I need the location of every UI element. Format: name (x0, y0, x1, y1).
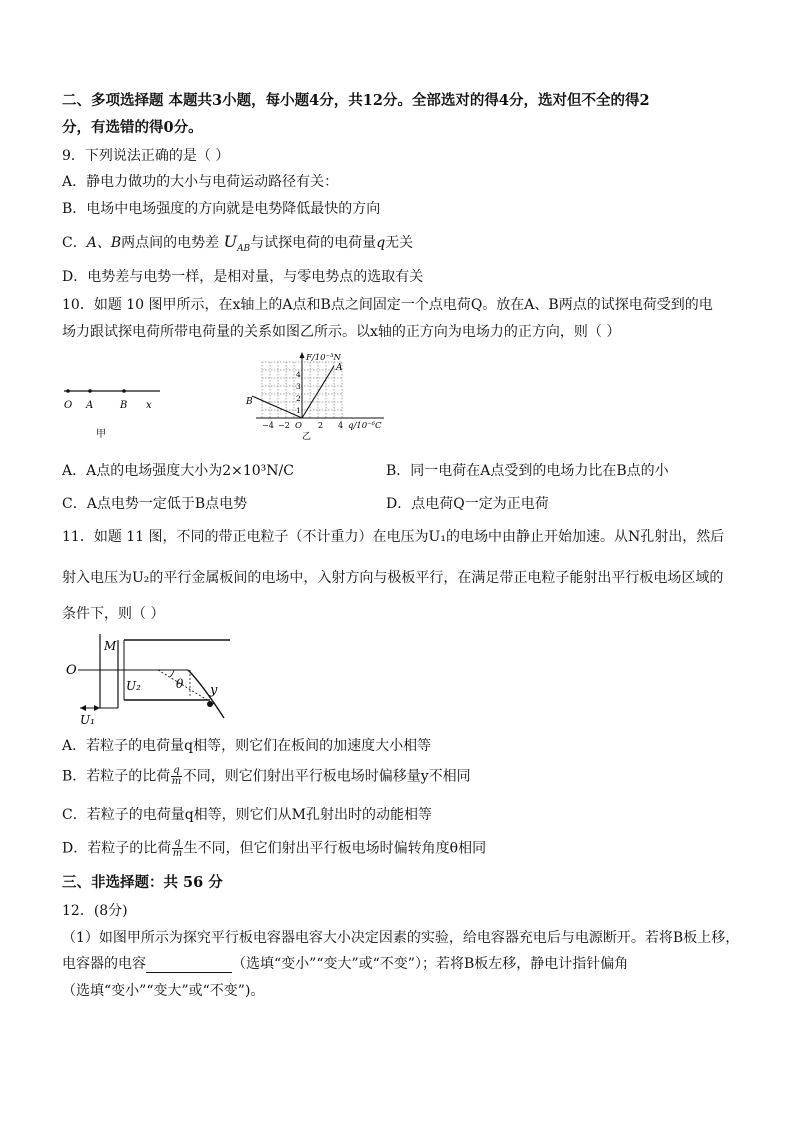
answer-blank[interactable] (146, 958, 232, 973)
q10-figure-yi (244, 350, 394, 442)
label-y: y (210, 683, 218, 698)
section2-heading-line2: 分，有选错的得0分。 (62, 119, 203, 136)
point-a (88, 389, 92, 393)
label-theta: θ (176, 677, 184, 691)
label-x: x (146, 400, 152, 411)
q9-option-d: D．电势差与电势一样，是相对量，与零电势点的选取有关 (62, 269, 424, 285)
particle (207, 701, 213, 707)
q11-stem-line3: 条件下，则（ ） (62, 606, 165, 622)
q11-figure (62, 628, 234, 728)
q9-option-c: C．A、B两点间的电势差 $U_{AB}$与试探电荷的电荷量q无关 (62, 232, 414, 254)
line-a-label: A (336, 363, 343, 373)
label-a: A (86, 400, 94, 411)
q11-option-c: C．若粒子的电荷量q相等，则它们从M孔射出时的动能相等 (62, 807, 433, 823)
section3-heading: 三、非选择题：共 56 分 (62, 874, 223, 891)
q10-option-b: B．同一电荷在A点受到的电场力比在B点的小 (386, 463, 669, 479)
q9-option-a: A．静电力做功的大小与电荷运动路径有关： (62, 174, 339, 190)
x-axis-label: q/10⁻⁶C (348, 421, 382, 431)
deflected-trajectory (188, 670, 224, 718)
section2-heading-line1: 二、多项选择题 本题共3小题，每小题4分，共12分。全部选对的得4分，选对但不全的得2 (62, 92, 650, 109)
label-o: O (64, 400, 73, 411)
q12-part1-line3: （选填“变小”“变大”或“不变”)。 (62, 983, 265, 999)
tick-x-2: 2 (318, 421, 324, 430)
tick-y-1: 1 (296, 406, 301, 415)
q10-option-d: D．点电荷Q一定为正电荷 (386, 496, 549, 512)
tick-x-neg4: −4 (262, 421, 274, 430)
charge-mass-ratio-fraction: $\frac{q}{m}$ (172, 837, 183, 859)
q11-stem-line1: 11．如题 11 图，不同的带正电粒子（不计重力）在电压为U₁的电场中由静止开始加速。从N孔射出，然后 (62, 529, 725, 545)
label-u1: U₁ (80, 713, 95, 727)
q11-option-b: B．若粒子的比荷 $\frac{q}{m}$ 不同，则它们射出平行板电场时偏移量y不相同 (62, 765, 471, 787)
q10-option-a: A．A点的电场强度大小为2×10³N/C (62, 463, 294, 479)
q12-part1-line1: （1）如图甲所示为探究平行板电容器电容大小决定因素的实验，给电容器充电后与电源断开。若将B板上移， (62, 930, 740, 946)
point-b (122, 389, 126, 393)
q9-stem: 9．下列说法正确的是（ ） (62, 148, 230, 164)
point-o (66, 389, 70, 393)
q12-head: 12．(8分) (62, 903, 128, 919)
origin-label: O (295, 421, 302, 431)
q11-stem-line2: 射入电压为U₂的平行金属板间的电场中，入射方向与极板平行，在满足带正电粒子能射出平行板电场区域的 (62, 570, 724, 586)
tick-y-2: 2 (296, 394, 301, 403)
q12-part1-line2: 电容器的电容 （选填“变小”“变大”或“不变”）；若将B板左移，静电计指针偏角 (62, 956, 629, 972)
tangent-line (158, 670, 214, 704)
label-m: M (104, 639, 117, 653)
label-u2: U₂ (126, 679, 141, 693)
q10-stem-line2: 场力跟试探电荷所带电荷量的关系如图乙所示。以x轴的正方向为电场力的正方向，则（ ） (62, 324, 621, 340)
label-o: O (66, 663, 77, 678)
tick-y-4: 4 (296, 370, 301, 379)
caption-yi: 乙 (302, 432, 312, 442)
q10-option-c: C．A点电势一定低于B点电势 (62, 496, 248, 512)
u1-arrow-right (94, 705, 100, 711)
line-b-label: B (246, 397, 253, 407)
y-axis-arrow (300, 352, 305, 358)
u1-arrow-left (80, 705, 86, 711)
q10-figure-jia (60, 380, 170, 440)
theta-arc (170, 670, 174, 677)
q10-stem-line1: 10．如题 10 图甲所示，在x轴上的A点和B点之间固定一个点电荷Q。放在A、B两点的试探电荷受到的电 (62, 297, 713, 313)
q11-option-a: A．若粒子的电荷量q相等，则它们在板间的加速度大小相等 (62, 738, 432, 754)
tick-x-neg2: −2 (278, 421, 290, 430)
tick-x-4: 4 (338, 421, 344, 430)
caption-jia: 甲 (96, 429, 106, 440)
label-b: B (120, 400, 128, 411)
charge-mass-ratio-fraction: $\frac{q}{m}$ (171, 765, 182, 787)
y-axis-label: F/10⁻³N (306, 353, 341, 363)
line-b (252, 396, 302, 418)
q9-option-b: B．电场中电场强度的方向就是电势降低最快的方向 (62, 201, 381, 217)
q11-option-d: D．若粒子的比荷 $\frac{q}{m}$ 生不同，但它们射出平行板电场时偏转角度θ相同 (62, 837, 487, 859)
tick-y-3: 3 (296, 382, 301, 391)
